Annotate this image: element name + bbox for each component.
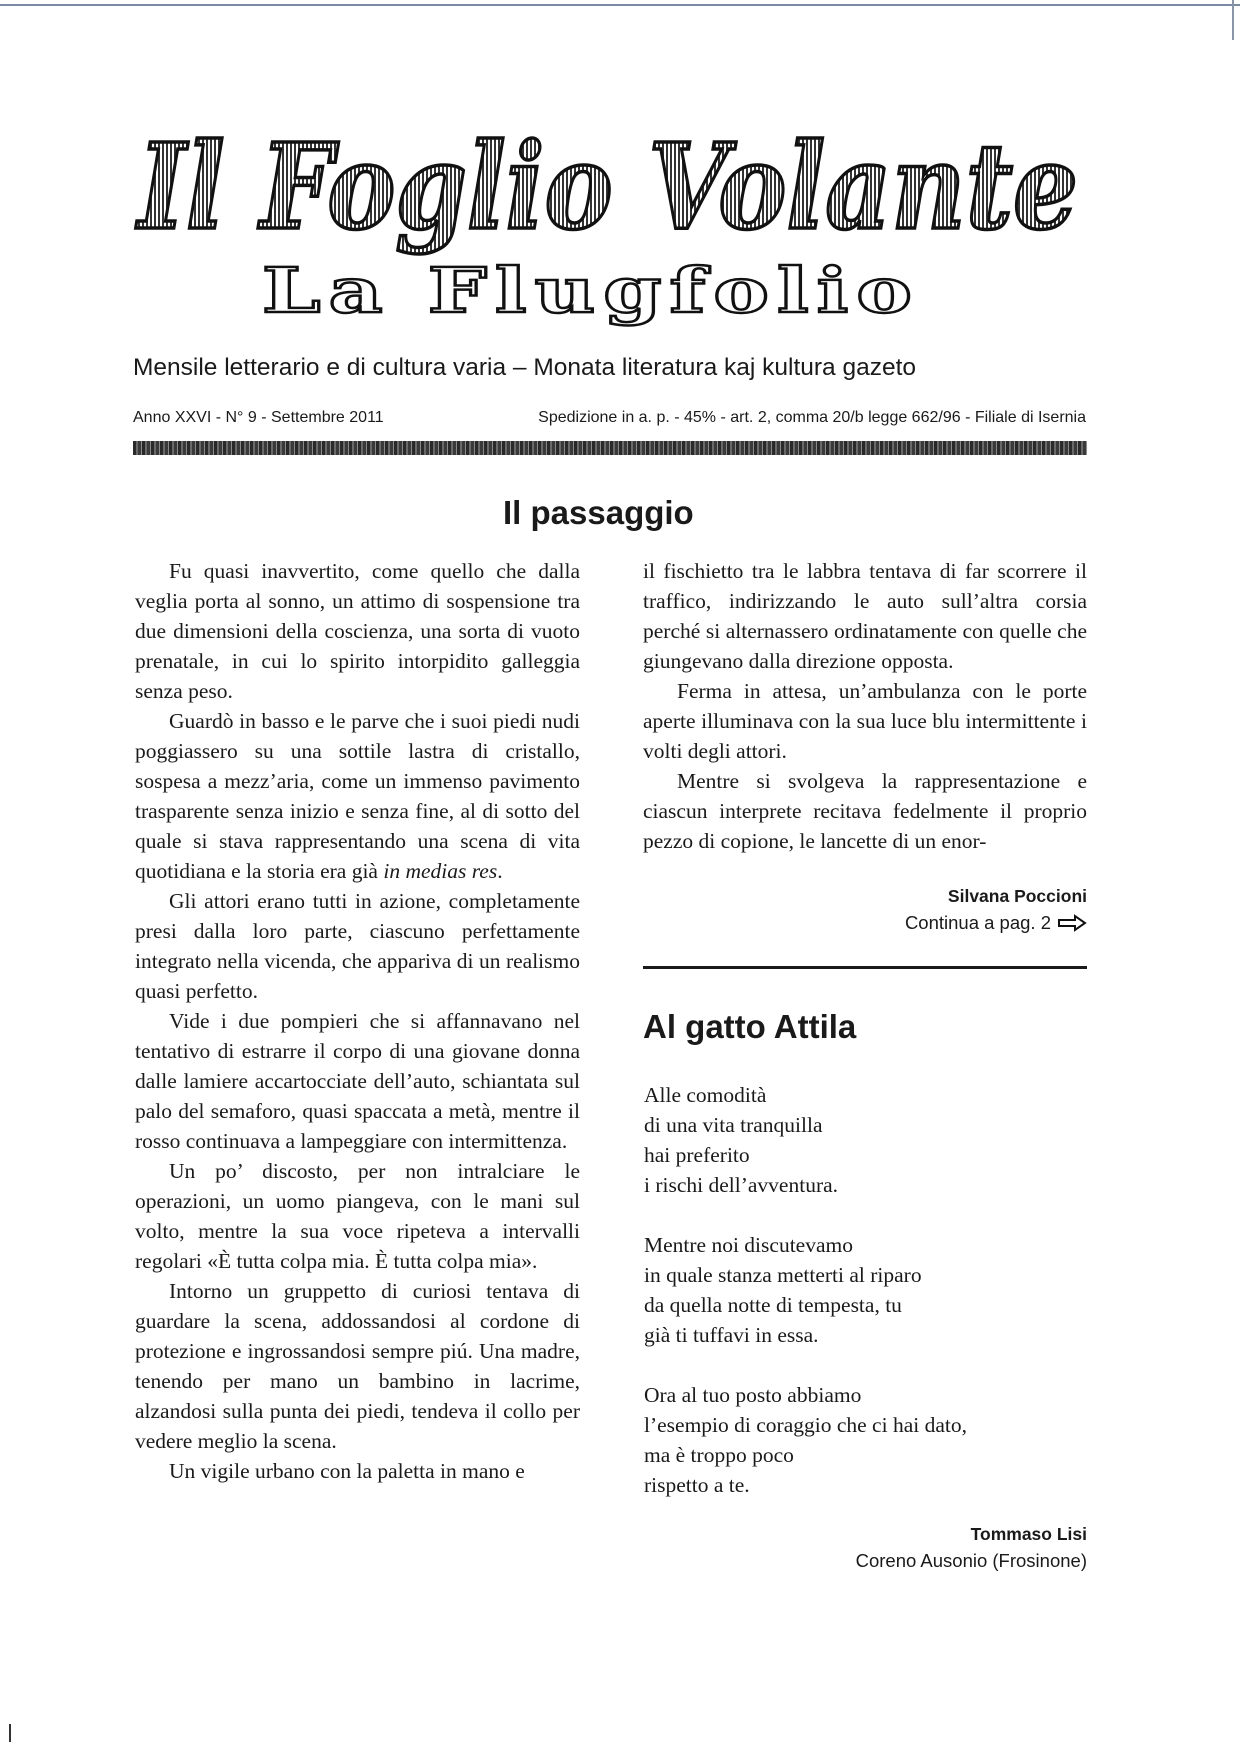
poem-stanza — [644, 1380, 1084, 1500]
paragraph: Guardò in basso e le parve che i suoi piedi nudi poggiassero su una sottile lastra di cristallo, sospesa a mezz’aria, come un immenso pavimento trasparente senza inizio e senza fine, al di sotto del quale si stava rappresentando una scena di vita quotidiana e la storia era già in medias res. — [135, 709, 580, 883]
paragraph: Vide i due pompieri che si affannavano nel tentativo di estrarre il corpo di una giovane donna dalle lamiere accartocciate dell’auto, schiantata sul palo del semaforo, quasi spaccata a metà, mentre il rosso continuava a lampeggiare con intermittenza. — [135, 1009, 580, 1153]
poem-line: in quale stanza metterti al riparo — [644, 1263, 922, 1287]
poem-line: rispetto a te. — [644, 1473, 750, 1497]
article-left-column — [135, 556, 580, 1486]
continue-link[interactable] — [905, 912, 1087, 934]
paragraph: Fu quasi inavvertito, come quello che dalla veglia porta al sonno, un attimo di sospensione tra due dimensioni della coscienza, una sorta di vuoto prenatale, in cui lo spirito intorpidito galleggia senza peso. — [135, 559, 580, 703]
poem-stanza — [644, 1230, 1084, 1350]
tagline: Mensile letterario e di cultura varia – Monata literatura kaj kultura gazeto — [133, 354, 917, 381]
article-author: Silvana Poccioni — [947, 886, 1087, 906]
poem-place: Coreno Ausonio (Frosinone) — [855, 1550, 1087, 1571]
paragraph: Intorno un gruppetto di curiosi tentava di guardare la scena, addossandosi al cordone di protezione e ingrossandosi sempre piú. Una madre, tenendo per mano un bambino in lacrime, alzandosi sulla punta dei piedi, tendeva il collo per vedere meglio la scena. — [135, 1279, 580, 1453]
header-divider — [133, 441, 1087, 455]
paragraph: Un po’ discosto, per non intralciare le operazioni, un uomo piangeva, con le mani sul volto, mentre la sua voce ripeteva a intervalli regolari «È tutta colpa mia. È tutta colpa mia». — [135, 1159, 580, 1273]
paragraph: Ferma in attesa, un’ambulanza con le porte aperte illuminava con la sua luce blu intermittente i volti degli attori. — [643, 679, 1087, 763]
masthead-subtitle: La Flugfolio — [262, 254, 920, 327]
paragraph: il fischietto tra le labbra tentava di far scorrere il traffico, indirizzando le auto sull’altra corsia perché si alternassero ordinatamente con quelle che giungevano dalla direzione opposta. — [643, 559, 1087, 673]
continue-label: Continua a pag. 2 — [904, 912, 1051, 933]
scan-top-edge — [0, 4, 1240, 6]
section-divider — [643, 966, 1087, 969]
paragraph: Mentre si svolgeva la rappresentazione e ciascun interprete recitava fedelmente il proprio pezzo di copione, le lancette di un enor- — [643, 769, 1087, 853]
paragraph: Gli attori erano tutti in azione, completamente presi dalla loro parte, ciascuno perfettamente integrato nella vicenda, che appariva di un realismo quasi perfetto. — [135, 889, 580, 1003]
article-right-column — [643, 556, 1087, 856]
poem-line: ma è troppo poco — [644, 1443, 794, 1467]
poem-line: l’esempio di coraggio che ci hai dato, — [644, 1413, 967, 1437]
article-title: Il passaggio — [503, 494, 694, 531]
masthead-title: Il Foglio Volante — [135, 117, 1078, 256]
poem-line: hai preferito — [644, 1143, 750, 1167]
poem-line: Mentre noi discutevamo — [644, 1233, 853, 1257]
poem-line: da quella notte di tempesta, tu — [644, 1293, 902, 1317]
issue-info: Anno XXVI - N° 9 - Settembre 2011 — [133, 409, 384, 426]
poem-line: Ora al tuo posto abbiamo — [644, 1383, 862, 1407]
arrow-right-icon — [1057, 915, 1087, 931]
scan-margin-mark — [9, 1724, 11, 1742]
poem-line: già ti tuffavi in essa. — [644, 1323, 819, 1347]
poem-line: Alle comodità — [644, 1083, 767, 1107]
paragraph: Un vigile urbano con la paletta in mano e — [169, 1459, 525, 1483]
scan-side-edge — [1232, 0, 1234, 40]
italic-phrase: in medias res — [383, 859, 498, 883]
poem-stanza — [644, 1080, 1084, 1200]
poem-author: Tommaso Lisi — [970, 1524, 1087, 1544]
masthead-logo — [130, 117, 1090, 330]
poem-title: Al gatto Attila — [643, 1008, 857, 1045]
poem-line: i rischi dell’avventura. — [644, 1173, 839, 1197]
poem-body — [644, 1080, 1084, 1530]
poem-line: di una vita tranquilla — [644, 1113, 823, 1137]
postal-info: Spedizione in a. p. - 45% - art. 2, comma 20/b legge 662/96 - Filiale di Isernia — [538, 409, 1086, 426]
